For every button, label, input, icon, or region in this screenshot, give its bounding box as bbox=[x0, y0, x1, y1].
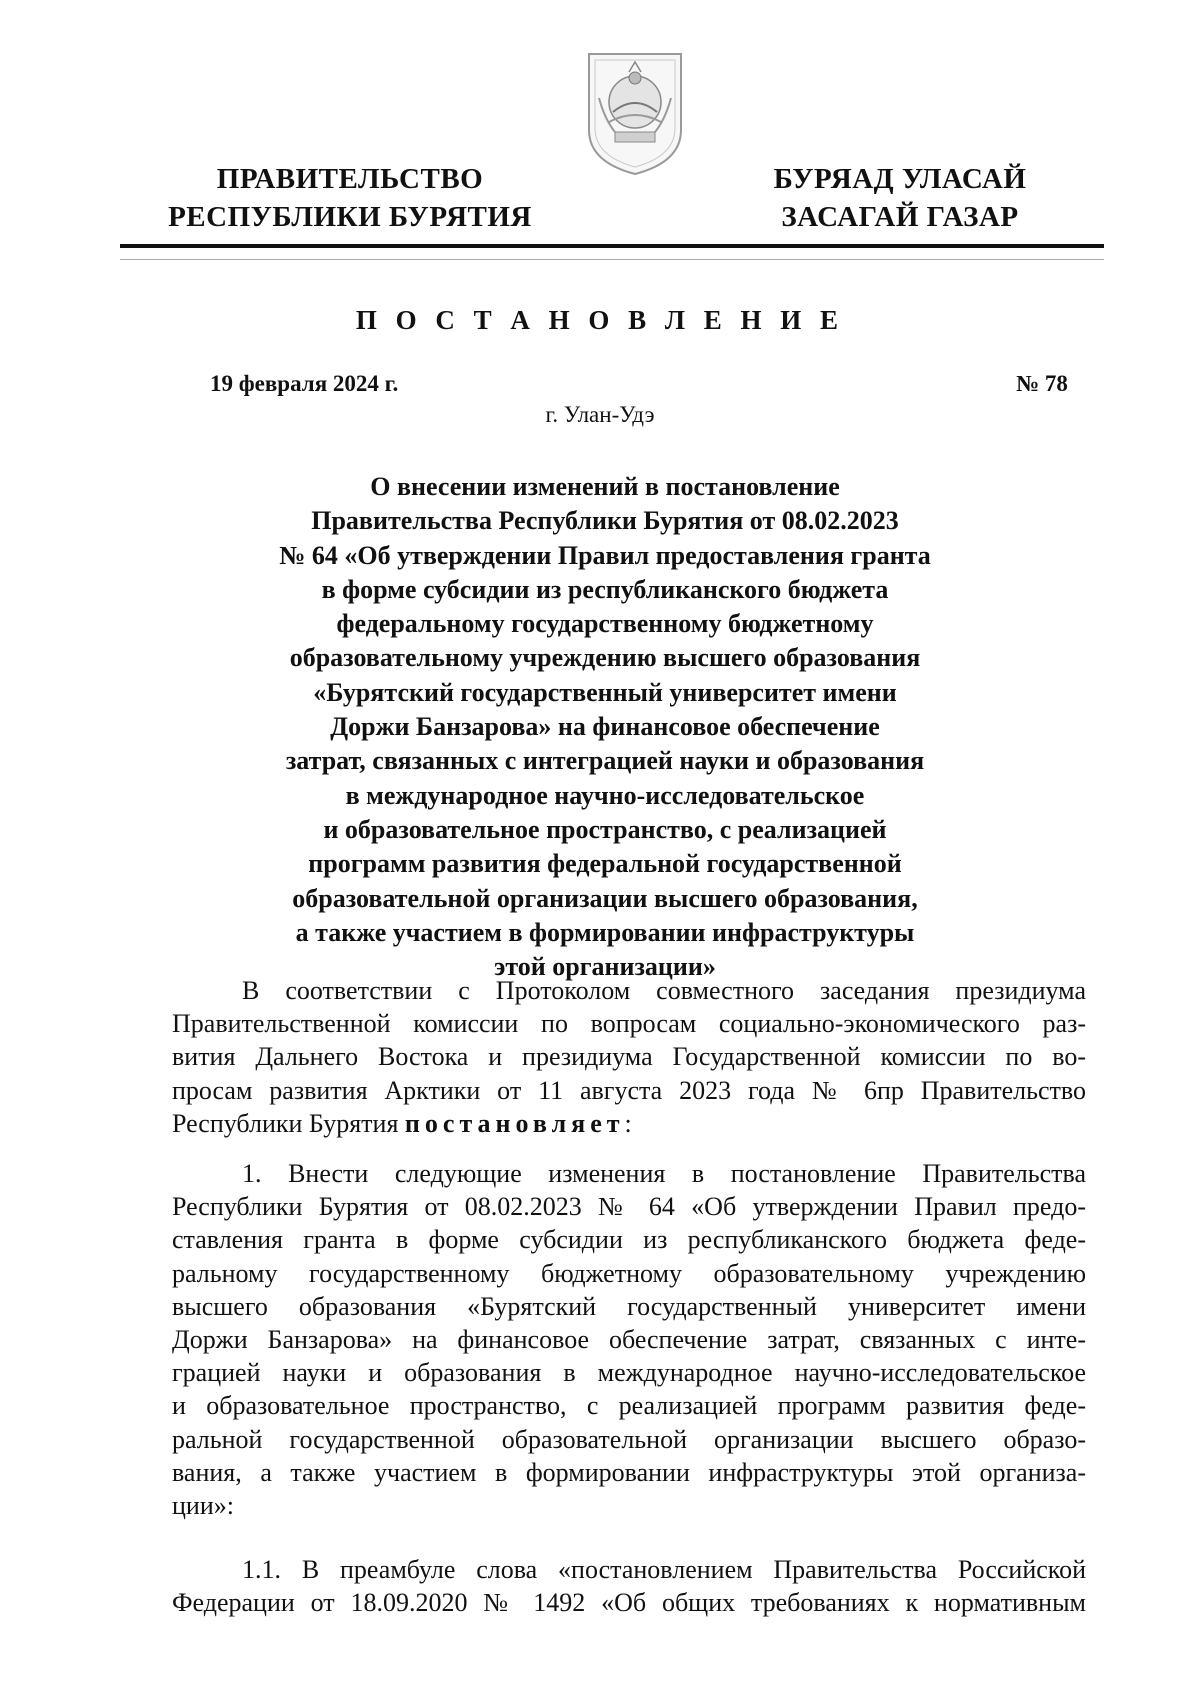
preamble-colon: : bbox=[624, 1108, 632, 1138]
document-date: 19 февраля 2024 г. bbox=[210, 371, 399, 396]
government-name-russian bbox=[150, 160, 550, 236]
paragraph-line: грацией науки и образования в международное научно-исследовательское bbox=[172, 1358, 1086, 1388]
paragraph-line: Доржи Банзарова» на финансовое обеспечение затрат, связанных с инте- bbox=[172, 1325, 1086, 1355]
paragraph-line: ральному государственному бюджетному образовательному учреждению bbox=[172, 1258, 1086, 1288]
paragraph-line: 1.1. В преамбуле слова «постановлением Правительства Российской bbox=[242, 1555, 1086, 1584]
coat-of-arms-icon bbox=[585, 50, 685, 177]
document-city: г. Улан-Удэ bbox=[545, 402, 655, 427]
item-1-1-paragraph bbox=[172, 1553, 1086, 1619]
header-divider-thick bbox=[120, 244, 1104, 248]
document-type: П О С Т А Н О В Л Е Н И Е bbox=[355, 305, 845, 335]
title-line: О внесении изменений в постановление bbox=[370, 472, 840, 501]
paragraph-line: ции»: bbox=[172, 1491, 234, 1521]
title-line: затрат, связанных с интеграцией науки и образования bbox=[285, 746, 925, 776]
header-divider-thin bbox=[120, 259, 1104, 260]
resolves-keyword: постановляет bbox=[404, 1108, 625, 1138]
paragraph-line: ральной государственной образовательной организации высшего образо- bbox=[172, 1424, 1086, 1454]
paragraph-line: В соответствии с Протоколом совместного заседания президиума bbox=[242, 976, 1086, 1005]
title-line: Доржи Банзарова» на финансовое обеспечение bbox=[330, 712, 880, 742]
government-name-buryat bbox=[740, 160, 1060, 236]
paragraph-line: просам развития Арктики от 11 августа 2023 года № 6пр Правительство bbox=[172, 1075, 1086, 1105]
title-line: «Бурятский государственный университет имени bbox=[313, 677, 897, 707]
item-1-paragraph bbox=[172, 1157, 1086, 1522]
title-line: образовательному учреждению высшего образования bbox=[289, 643, 921, 673]
paragraph-line: Республики Бурятия от 08.02.2023 № 64 «Об утверждении Правил предо- bbox=[172, 1192, 1086, 1222]
preamble-subject: Республики Бурятия bbox=[172, 1108, 405, 1138]
paragraph-line: Правительственной комиссии по вопросам социально-экономического раз- bbox=[172, 1009, 1086, 1039]
paragraph-line: и образовательное пространство, с реализацией программ развития феде- bbox=[172, 1391, 1086, 1421]
title-line: и образовательное пространство, с реализацией bbox=[323, 814, 887, 844]
paragraph-line: вания, а также участием в формировании инфраструктуры этой организа- bbox=[172, 1457, 1086, 1487]
title-line: этой организации» bbox=[494, 952, 716, 982]
gov-bua-line1: БУРЯАД УЛАСАЙ bbox=[773, 163, 1027, 195]
title-line: в международное научно-исследовательское bbox=[345, 780, 865, 810]
paragraph-line: высшего образования «Бурятский государственный университет имени bbox=[172, 1291, 1086, 1321]
gov-ru-line1: ПРАВИТЕЛЬСТВО bbox=[216, 163, 484, 195]
document-number: № 78 bbox=[1016, 371, 1068, 396]
paragraph-line: 1. Внести следующие изменения в постановление Правительства bbox=[242, 1159, 1086, 1188]
document-title bbox=[220, 470, 990, 984]
title-line: в форме субсидии из республиканского бюджета bbox=[321, 574, 889, 604]
gov-bua-line2: ЗАСАГАЙ ГАЗАР bbox=[781, 201, 1019, 233]
paragraph-line: Федерации от 18.09.2020 № 1492 «Об общих требованиях к нормативным bbox=[172, 1588, 1086, 1618]
gov-ru-line2: РЕСПУБЛИКИ БУРЯТИЯ bbox=[168, 201, 532, 233]
title-line: № 64 «Об утверждении Правил предоставления гранта bbox=[279, 540, 931, 570]
preamble-paragraph bbox=[172, 974, 1086, 1140]
title-line: Правительства Республики Бурятия от 08.02.2023 bbox=[311, 506, 899, 536]
paragraph-line: вития Дальнего Востока и президиума Государственной комиссии по во- bbox=[172, 1042, 1086, 1072]
paragraph-line: ставления гранта в форме субсидии из республиканского бюджета феде- bbox=[172, 1225, 1086, 1255]
title-line: программ развития федеральной государственной bbox=[308, 849, 902, 879]
title-line: федеральному государственному бюджетному bbox=[336, 609, 874, 639]
title-line: образовательной организации высшего образования, bbox=[292, 883, 918, 913]
title-line: а также участием в формировании инфраструктуры bbox=[295, 917, 915, 947]
paragraph-line bbox=[172, 1107, 1086, 1140]
